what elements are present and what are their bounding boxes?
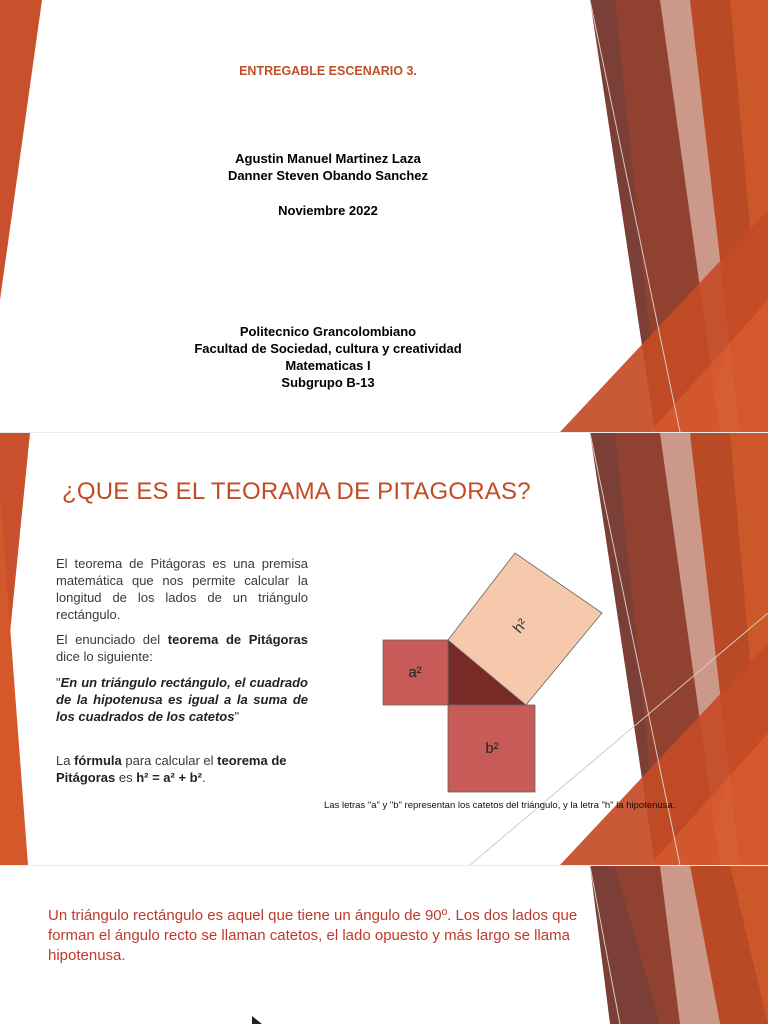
formula-paragraph: [56, 752, 308, 786]
label-a: a²: [408, 664, 422, 681]
institution-block: [58, 323, 598, 391]
pythagoras-diagram: [376, 545, 606, 795]
quote-mark: ": [56, 675, 61, 690]
intro-paragraph: El teorema de Pitágoras es una premisa matemática que nos permite calcular la longitud de los lados de un triángulo rectángulo.: [56, 556, 308, 622]
institution-line: Politecnico Grancolombiano: [239, 324, 417, 339]
statement-text: El enunciado del: [56, 632, 168, 647]
formula-expression: h² = a² + b²: [136, 770, 202, 785]
formula-bold: teorema de Pitágoras: [56, 753, 287, 785]
theorem-quote: [56, 674, 308, 725]
definition-text: Un triángulo rectángulo es aquel que tiene un ángulo de 90º. Los dos lados que forman el ángulo recto se llaman catetos, el lado opuesto y más largo se llama hipotenusa.: [48, 907, 578, 964]
section-heading: ¿QUE ES EL TEORAMA DE PITAGORAS?: [62, 478, 531, 505]
formula-text: para calcular el: [121, 753, 218, 768]
formula-text: .: [201, 770, 206, 785]
statement-bold: teorema de Pitágoras: [167, 632, 308, 647]
quote-text: En un triángulo rectángulo, el cuadrado de la hipotenusa es igual a la suma de los cuadrados de los catetos: [56, 675, 308, 724]
slide-title: [0, 0, 768, 432]
formula-bold: fórmula: [74, 753, 122, 768]
formula-text: es: [115, 770, 137, 785]
institution-line: Matematicas I: [285, 358, 371, 373]
label-h: h²: [509, 615, 532, 637]
label-b: b²: [485, 740, 499, 757]
statement-text: dice lo siguiente:: [56, 649, 153, 664]
statement-paragraph: [56, 631, 308, 665]
diagram-caption: Las letras "a" y "b" representan los catetos del triángulo, y la letra "h" la hipotenusa.: [324, 800, 676, 811]
quote-mark: ": [234, 709, 240, 724]
institution-line: Subgrupo B-13: [281, 375, 375, 390]
author-list: [58, 150, 598, 184]
document-date: Noviembre 2022: [278, 203, 378, 218]
author-name: Agustin Manuel Martinez Laza: [235, 151, 421, 166]
document-title: ENTREGABLE ESCENARIO 3.: [239, 64, 417, 78]
formula-text: La: [56, 753, 75, 768]
author-name: Danner Steven Obando Sanchez: [227, 168, 429, 183]
institution-line: Facultad de Sociedad, cultura y creatividad: [194, 341, 462, 356]
